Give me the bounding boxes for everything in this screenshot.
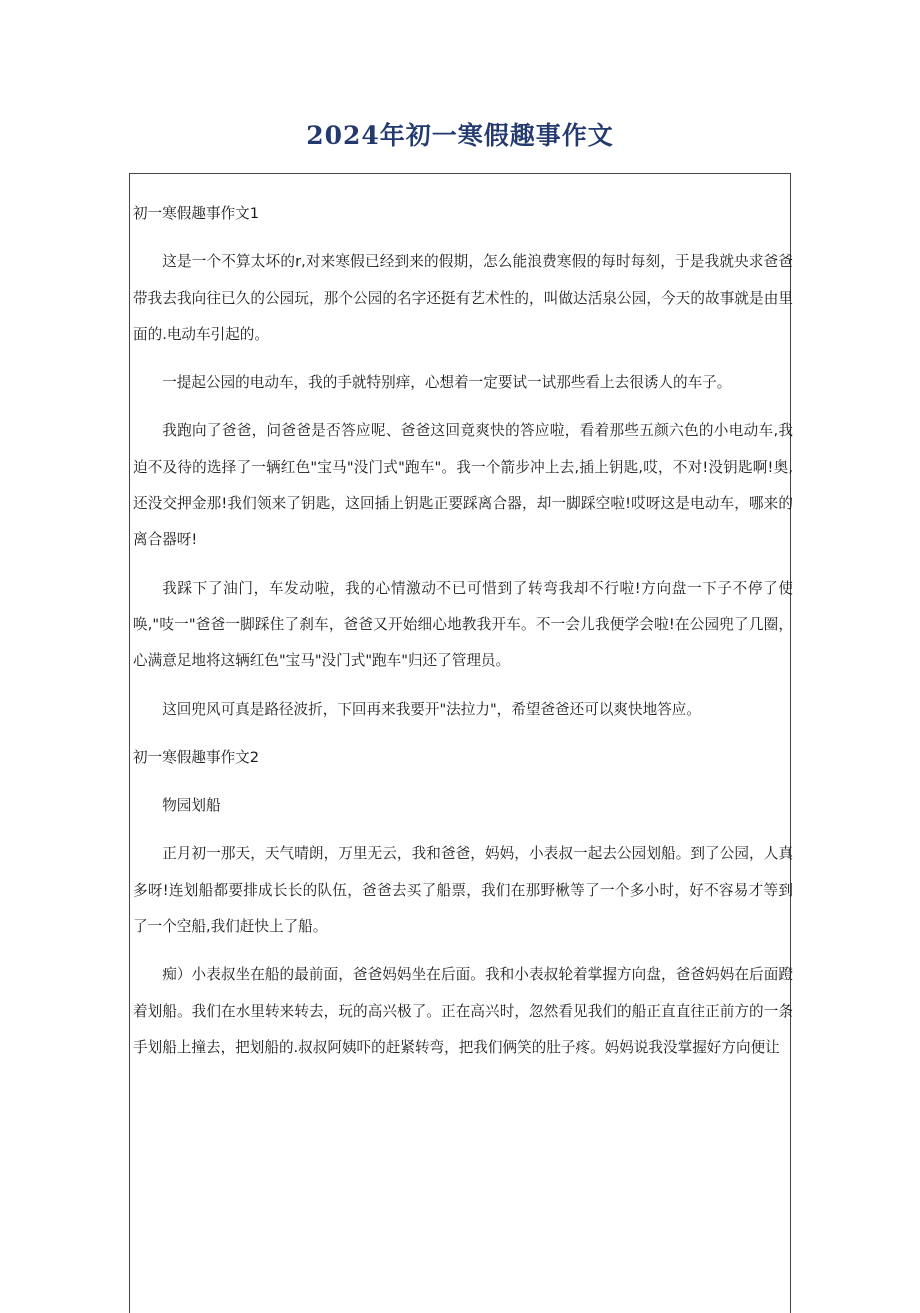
paragraph: 这回兜风可真是路径波折，下回再来我要开"法拉力"，希望爸爸还可以爽快地答应。 bbox=[162, 700, 701, 718]
article-body bbox=[133, 196, 793, 1078]
paragraph: 这是一个不算太坏的r,对来寒假已经到来的假期，怎么能浪费寒假的每时每刻，于是我就央求爸爸带我去我向往已久的公园玩，那个公园的名字还挺有艺术性的，叫做达活泉公园，今天的故事就是由里面的.电动车引起的。 bbox=[133, 253, 793, 343]
section-heading: 初一寒假趣事作文2 bbox=[133, 748, 260, 766]
page-title: 2024年初一寒假趣事作文 bbox=[306, 121, 614, 150]
paragraph: 正月初一那天，天气晴朗，万里无云，我和爸爸，妈妈，小表叔一起去公园划船。到了公园，人真多呀!连划船都要排成长长的队伍，爸爸去买了船票，我们在那野楸等了一个多小时，好不容易才等到了一个空船,我们赶快上了船。 bbox=[133, 845, 793, 936]
paragraph: 我跑向了爸爸，问爸爸是否答应呢、爸爸这回竟爽快的答应啦，看着那些五颜六色的小电动车,我迫不及待的选择了一辆红色"宝马"没门式"跑车"。我一个箭步冲上去,插上钥匙,哎，不对!没钥匙啊!奥,还没交押金那!我们领来了钥匙，这回插上钥匙正要踩离合器，却一脚踩空啦!哎呀这是电动车，哪来的离合器呀! bbox=[133, 422, 793, 549]
section-heading: 初一寒假趣事作文1 bbox=[133, 205, 260, 222]
paragraph: 物园划船 bbox=[162, 797, 221, 815]
paragraph: 我踩下了油门，车发动啦，我的心情激动不已可惜到了转弯我却不行啦!方向盘一下子不停了使唤,"吱一"爸爸一脚踩住了刹车，爸爸又开始细心地教我开车。不一会儿我便学会啦!在公园兜了几圈，心满意足地将这辆红色"宝马"没门式"跑车"归还了管理员。 bbox=[133, 579, 793, 670]
paragraph: 一提起公园的电动车，我的手就特别痒，心想着一定要试一试那些看上去很诱人的车子。 bbox=[162, 374, 732, 392]
paragraph: 痴）小表叔坐在船的最前面，爸爸妈妈坐在后面。我和小表叔轮着掌握方向盘，爸爸妈妈在后面蹬着划船。我们在水里转来转去，玩的高兴极了。正在高兴时，忽然看见我们的船正直直往正前方的一条手划船上撞去，把划船的.叔叔阿姨吓的赶紧转弯，把我们俩笑的肚子疼。妈妈说我没掌握好方向便让 bbox=[133, 966, 793, 1056]
